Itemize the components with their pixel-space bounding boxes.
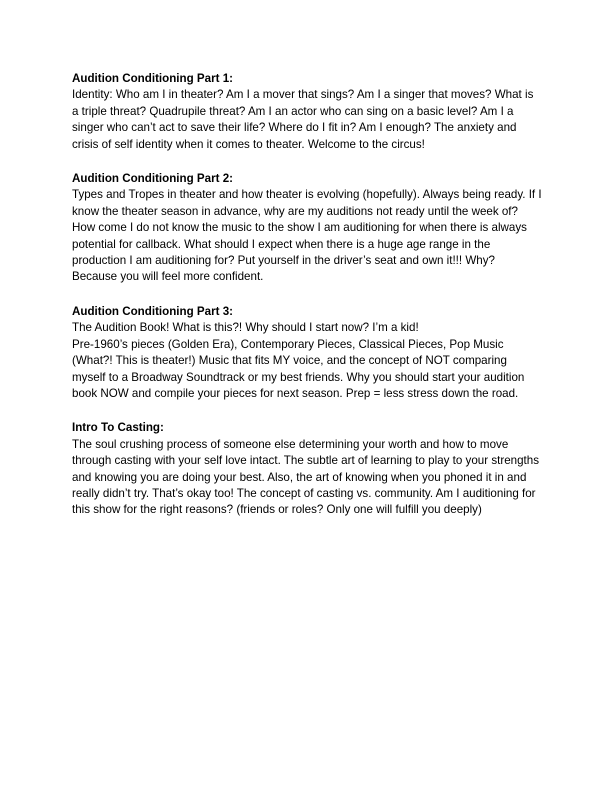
section-heading: Intro To Casting: [72,421,164,435]
document-page [72,71,542,537]
section-paragraph: Types and Tropes in theater and how theater is evolving (hopefully). Always being ready. If I know the theater season in advance, why are my auditions not ready until the week of? How come I do not know the music to the show I am auditioning for when there is always potential for callback. What should I expect when there is a huge age range in the production I am auditioning for? Put yourself in the driver’s seat and own it!!! Why? Because you will feel more confident. [72,188,542,284]
section-part-3 [72,304,542,402]
section-part-2 [72,171,542,286]
section-paragraph: The soul crushing process of someone else determining your worth and how to move through casting with your self love intact. The subtle art of learning to play to your strengths and knowing you are doing your best. Also, the art of knowing when you phoned it in and really didn’t try. That’s okay too! The concept of casting vs. community. Am I auditioning for this show for the right reasons? (friends or roles? Only one will fulfill you deeply) [72,437,540,517]
section-heading: Audition Conditioning Part 1: [72,72,233,85]
section-paragraph: Identity: Who am I in theater? Am I a mover that sings? Am I a singer that moves? What is a triple threat? Quadrupile threat? Am I an actor who can sing on a basic level? Am I a singer who can’t act to save their life? Where do I fit in? Am I enough? The anxiety and crisis of self identity when it comes to theater. Welcome to the circus! [72,88,534,151]
section-part-1 [72,71,542,153]
section-intro-casting [72,420,542,518]
section-paragraph: The Audition Book! What is this?! Why should I start now? I’m a kid! [72,321,419,335]
section-heading: Audition Conditioning Part 2: [72,172,233,186]
section-heading: Audition Conditioning Part 3: [72,304,233,318]
section-paragraph: Pre-1960’s pieces (Golden Era), Contemporary Pieces, Classical Pieces, Pop Music (What?! This is theater!) Music that fits MY voice, and the concept of NOT comparing myself to a Broadway Soundtrack or my best friends. Why you should start your audition book NOW and compile your pieces for next season. Prep = less stress down the road. [72,337,525,400]
